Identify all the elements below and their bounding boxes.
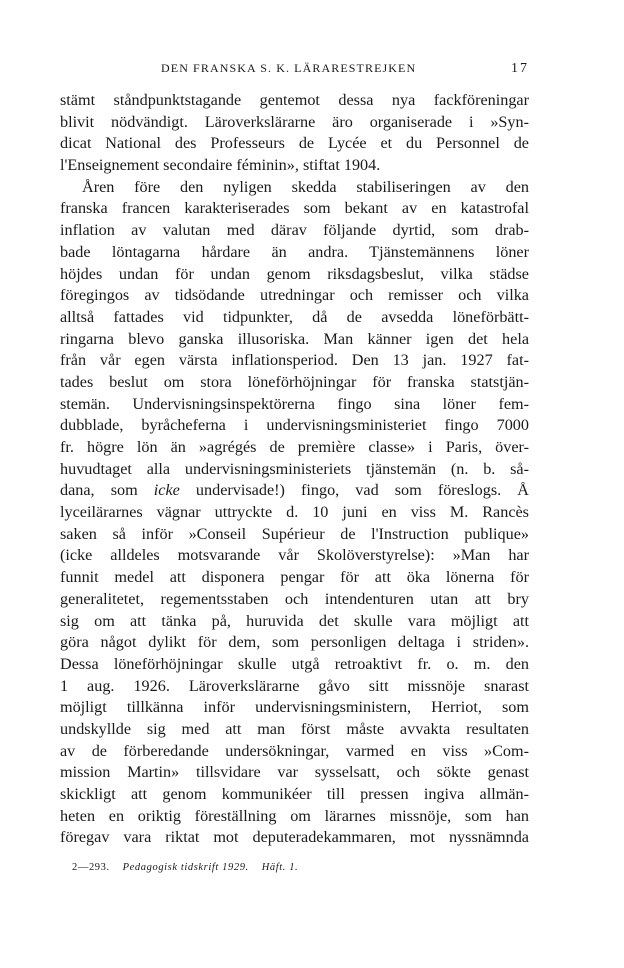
signature-mark: 2—293.: [72, 862, 110, 873]
signature-footer: [72, 862, 298, 873]
text-line: möjligt tillkänna inför undervisningsministern, Herriot, som: [60, 698, 529, 717]
text-line: ringarna blevo ganska illusoriska. Man känner igen det hela: [60, 329, 529, 348]
italic-emphasis: icke: [153, 481, 180, 500]
text-line: alltså fattades vid tidpunkter, då de avsedda löneförbätt-: [60, 307, 529, 326]
text-line: från vår egen värsta inflationsperiod. Den 13 jan. 1927 fat-: [60, 351, 529, 370]
text-line: blivit nödvändigt. Läroverkslärarne äro organiserade i »Syn-: [60, 112, 529, 131]
text-line: skickligt att genom kommunikéer till pressen ingiva allmän-: [60, 785, 529, 803]
text-line: l'Enseignement secondaire féminin», stiftat 1904.: [60, 156, 381, 175]
text-line: föregingos av tidsödande utredningar och remisser och vilka: [60, 286, 529, 305]
journal-name: Pedagogisk tidskrift 1929.: [122, 862, 249, 873]
text-line: mission Martin» tillsvidare var sysselsatt, och sökte genast: [60, 763, 529, 782]
text-line: tades beslut om stora löneförhöjningar för franska statstjän-: [60, 372, 529, 391]
text-line: saken så inför »Conseil Supérieur de l'Instruction publique»: [60, 524, 529, 543]
text-line: göra något dylikt för dem, som personligen deltaga i striden».: [60, 633, 529, 652]
text-line: sig om att tänka på, huruvida det skulle vara möjligt att: [60, 611, 529, 630]
text-line: dubblade, byråcheferna i undervisningsministeriet fingo 7000: [60, 416, 529, 435]
text-segment: dana, som: [60, 481, 154, 500]
running-head: [60, 61, 529, 81]
running-title: DEN FRANSKA S. K. LÄRARESTREJKEN: [161, 61, 417, 75]
text-line: generalitetet, regementsstaben och intendenturen utan att bry: [60, 589, 529, 608]
text-line: undskyllde sig med att man först måste avvakta resultaten: [60, 719, 529, 738]
text-line: huvudtaget alla undervisningsministeriets tjänstemän (n. b. så-: [60, 459, 529, 478]
text-line: (icke alldeles motsvarande vår Skolöverstyrelse): »Man har: [60, 546, 529, 565]
text-line: bade löntagarna hårdare än andra. Tjänstemännens löner: [60, 242, 529, 261]
body-text: [60, 90, 529, 849]
text-line: stemän. Undervisningsinspektörerna fingo sina löner fem-: [60, 394, 529, 413]
text-line: franska francen karakteriserades som bekant av en katastrofal: [60, 199, 529, 218]
text-segment: undervisade!) fingo, vad som föreslogs. Å: [179, 481, 529, 500]
text-line: av de förberedande undersökningar, varmed en viss »Com-: [60, 741, 529, 760]
text-line: heten en oriktig föreställning om lärarnes missnöje, som han: [60, 806, 529, 825]
text-line: stämt ståndpunktstagande gentemot dessa nya fackföreningar: [60, 91, 529, 109]
paragraph-first-line: Åren före den nyligen skedda stabiliseringen av den: [82, 177, 529, 196]
text-line: funnit medel att disponera pengar för att öka lönerna för: [60, 568, 529, 587]
text-line: dicat National des Professeurs de Lycée et du Personnel de: [60, 134, 529, 153]
text-line: 1 aug. 1926. Läroverkslärarne gåvo sitt missnöje snarast: [60, 676, 529, 695]
text-line: föregav vara riktat mot deputeradekammaren, mot nyssnämnda: [60, 828, 529, 847]
text-line: lyceilärarnes vägnar uttryckte d. 10 juni en viss M. Rancès: [60, 503, 529, 522]
text-line: höjdes undan för undan genom riksdagsbeslut, vilka städse: [60, 264, 529, 283]
text-line-with-italic: [60, 480, 529, 502]
page-number: 17: [511, 61, 529, 76]
issue-label: Häft. 1.: [261, 862, 299, 873]
text-line: inflation av valutan med därav följande dyrtid, som drab-: [60, 221, 529, 240]
text-line: Dessa löneförhöjningar skulle utgå retroaktivt fr. o. m. den: [60, 654, 529, 673]
text-line: fr. högre lön än »agrégés de première classe» i Paris, över-: [60, 438, 529, 456]
